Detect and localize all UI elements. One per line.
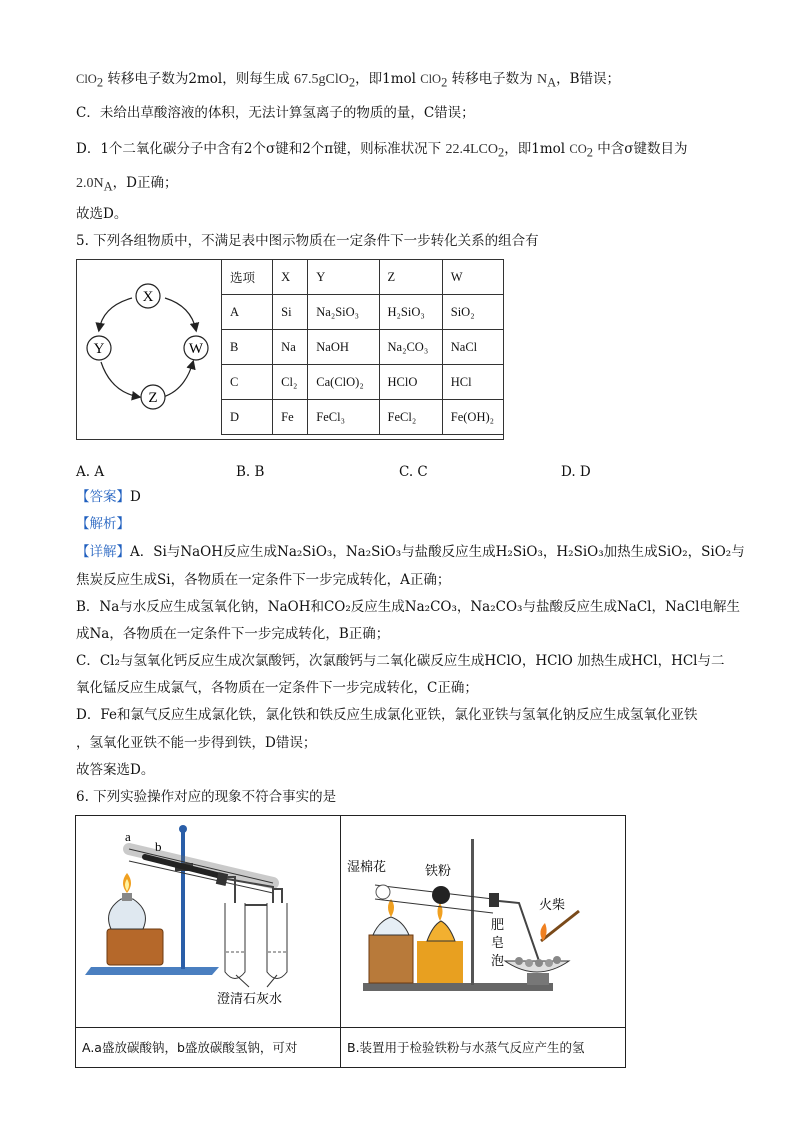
table-cell: Na bbox=[273, 330, 308, 365]
frame-divider bbox=[340, 815, 341, 1067]
detail-line-9: 故答案选D。 bbox=[76, 762, 155, 778]
detail-line-8: ，氢氧化亚铁不能一步得到铁，D错误； bbox=[76, 735, 317, 751]
detail-label: 【详解】 bbox=[76, 544, 130, 560]
options-table bbox=[221, 259, 504, 435]
table-cell: A bbox=[222, 295, 273, 330]
label-soap-bubble: 肥 皂 泡 bbox=[491, 918, 505, 969]
header-cell: Z bbox=[379, 260, 442, 295]
intro-line-5: 故选D。 bbox=[76, 206, 128, 222]
detail-line-2: 焦炭反应生成Si，各物质在一定条件下一步完成转化，A正确； bbox=[76, 572, 451, 588]
table-cell: B bbox=[222, 330, 273, 365]
svg-text:X: X bbox=[142, 289, 154, 305]
table-cell: NaCl bbox=[442, 330, 503, 365]
table-cell: Si bbox=[273, 295, 308, 330]
table-cell: C bbox=[222, 365, 273, 400]
caption-b: B.装置用于检验铁粉与水蒸气反应产生的氢 bbox=[347, 1040, 585, 1055]
table-cell: Fe(OH)₂ bbox=[442, 400, 503, 435]
svg-text:W: W bbox=[188, 341, 204, 357]
analysis-label: 【解析】 bbox=[76, 516, 130, 532]
label-match: 火柴 bbox=[539, 898, 566, 913]
answer-label: 【答案】 bbox=[76, 489, 130, 505]
table-cell: Fe bbox=[273, 400, 308, 435]
question-6-stem: 6. 下列实验操作对应的现象不符合事实的是 bbox=[76, 789, 337, 805]
answer-line bbox=[76, 488, 141, 506]
table-row bbox=[222, 365, 504, 400]
table-cell: Ca(ClO)₂ bbox=[308, 365, 379, 400]
detail-line-5: C．Cl₂与氢氧化钙反应生成次氯酸钙，次氯酸钙与二氧化碳反应生成HClO，HClO 加热生成HCl，HCl与二 bbox=[76, 653, 725, 669]
intro-line-2: C．未给出草酸溶液的体积，无法计算氢离子的物质的量，C错误； bbox=[76, 105, 475, 121]
detail-line-4: 成Na，各物质在一定条件下一步完成转化，B正确； bbox=[76, 626, 390, 642]
label-iron-powder: 铁粉 bbox=[425, 864, 452, 879]
apparatus-a bbox=[77, 817, 339, 1027]
option-c[interactable]: C. C bbox=[399, 464, 428, 480]
option-b[interactable]: B. B bbox=[236, 464, 265, 480]
label-wet-cotton: 湿棉花 bbox=[347, 860, 387, 875]
caption-a: A.a盛放碳酸钠，b盛放碳酸氢钠，可对 bbox=[82, 1040, 298, 1055]
label-limewater: 澄清石灰水 bbox=[217, 992, 283, 1007]
table-cell: Na₂SiO₃ bbox=[308, 295, 379, 330]
table-cell: H₂SiO₃ bbox=[379, 295, 442, 330]
detail-line-3: B．Na与水反应生成氢氧化钠，NaOH和CO₂反应生成Na₂CO₃，Na₂CO₃与盐酸反应生成NaCl，NaCl电解生 bbox=[76, 599, 740, 615]
header-cell: 选项 bbox=[222, 260, 273, 295]
table-cell: Na₂CO₃ bbox=[379, 330, 442, 365]
frame-caption-rule bbox=[75, 1027, 625, 1028]
label-a: a bbox=[125, 829, 131, 844]
table-row bbox=[222, 295, 504, 330]
cycle-diagram bbox=[77, 260, 221, 439]
q5-figure-table bbox=[76, 259, 504, 440]
table-cell: HCl bbox=[442, 365, 503, 400]
table-cell: HClO bbox=[379, 365, 442, 400]
header-cell: Y bbox=[308, 260, 379, 295]
table-cell: FeCl₂ bbox=[379, 400, 442, 435]
table-cell: D bbox=[222, 400, 273, 435]
header-cell: X bbox=[273, 260, 308, 295]
option-a[interactable]: A. A bbox=[76, 464, 105, 480]
option-d[interactable]: D. D bbox=[561, 464, 591, 480]
table-cell: FeCl₃ bbox=[308, 400, 379, 435]
apparatus-b bbox=[343, 817, 623, 1027]
intro-line-4: $2.0N_A$，D正确； bbox=[76, 175, 178, 194]
label-b: b bbox=[155, 839, 162, 854]
table-cell: SiO₂ bbox=[442, 295, 503, 330]
answer-value: D bbox=[130, 489, 141, 505]
intro-line-3: D．1个二氧化碳分子中含有2个σ键和2个π键，则标准状况下 $22.4LCO_2$，即1mol $CO_2$ 中含σ键数目为 bbox=[76, 141, 688, 160]
svg-text:Z: Z bbox=[148, 390, 158, 406]
table-cell: Cl₂ bbox=[273, 365, 308, 400]
question-5-stem: 5. 下列各组物质中，不满足表中图示物质在一定条件下一步转化关系的组合有 bbox=[76, 233, 539, 249]
svg-text:Y: Y bbox=[93, 341, 105, 357]
detail-line-1: 【详解】A．Si与NaOH反应生成Na₂SiO₃，Na₂SiO₃与盐酸反应生成H₂SiO₃，H₂SiO₃加热生成SiO₂，SiO₂与 bbox=[76, 544, 745, 560]
detail-line-7: D．Fe和氯气反应生成氯化铁，氯化铁和铁反应生成氯化亚铁，氯化亚铁与氢氧化钠反应生成氢氧化亚铁 bbox=[76, 707, 698, 723]
detail-line-6: 氧化锰反应生成氯气，各物质在一定条件下一步完成转化，C正确； bbox=[76, 680, 478, 696]
table-cell: NaOH bbox=[308, 330, 379, 365]
table-row bbox=[222, 330, 504, 365]
header-cell: W bbox=[442, 260, 503, 295]
table-header-row bbox=[222, 260, 504, 295]
table-row bbox=[222, 400, 504, 435]
intro-line-1: ClO$_2$ 转移电子数为2mol，则每生成 67.5gClO$_2$，即1mol ClO$_2$ 转移电子数为 $N_A$，B错误； bbox=[76, 71, 621, 90]
